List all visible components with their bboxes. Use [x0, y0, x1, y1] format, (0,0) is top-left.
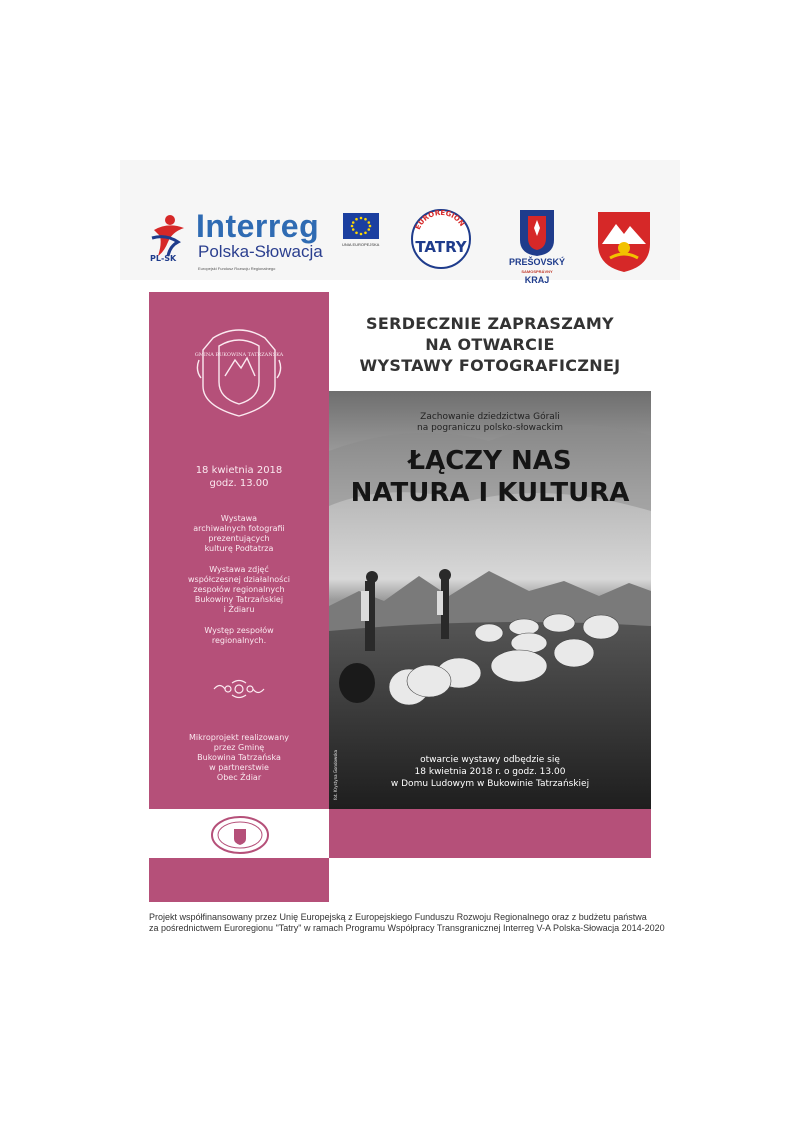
exhibition-title: [329, 445, 651, 509]
eu-flag-icon: [343, 213, 379, 239]
footer-line: za pośrednictwem Euroregionu "Tatry" w ramach Programu Współpracy Transgranicznej Interreg V-A Polska-Słowacja 2014-2020: [149, 923, 665, 933]
eu-stars-icon: [343, 213, 379, 239]
photo-credit: fot. Krystyna Gondowska: [333, 750, 338, 800]
presov-name: PREŠOVSKÝ: [508, 257, 566, 267]
event-date: 18 kwietnia 2018: [195, 465, 283, 476]
opening-info: [329, 754, 651, 790]
left-line: Obec Ždiar: [216, 773, 262, 782]
left-line: regionalnych.: [211, 636, 267, 645]
heading-line: SERDECZNIE ZAPRASZAMY: [366, 314, 614, 333]
gmina-seal-icon: [210, 815, 270, 855]
left-item-performance: [149, 626, 329, 646]
heading-line: NA OTWARCIE: [425, 335, 555, 354]
left-line: prezentujących: [208, 534, 270, 543]
presov-small-label: SAMOSPRÁVNY: [521, 269, 553, 274]
pl-sk-label: PL-SK: [150, 254, 177, 263]
footer-line: Projekt współfinansowany przez Unię Europejską z Europejskiego Funduszu Rozwoju Regionalnego oraz z budżetu państwa: [149, 912, 647, 922]
left-line: i Ždiaru: [223, 605, 255, 614]
exhibition-title-line: ŁĄCZY NAS: [408, 446, 572, 476]
left-line: w partnerstwie: [209, 763, 269, 772]
left-line: Wystawa: [220, 514, 258, 523]
left-line: Występ zespołów: [204, 626, 274, 635]
bottom-right-pink-band: [329, 809, 651, 858]
photo-subtitle-line: na pograniczu polsko-słowackim: [417, 423, 563, 433]
left-line: Mikroprojekt realizowany: [188, 733, 290, 742]
euroregion-tatry-logo: [410, 208, 472, 270]
opening-info-line: otwarcie wystawy odbędzie się: [420, 755, 560, 765]
event-time: godz. 13.00: [209, 478, 269, 489]
interreg-fund-label: Europejski Fundusz Rozwoju Regionalnego: [198, 266, 276, 271]
heading-line: WYSTAWY FOTOGRAFICZNEJ: [359, 356, 621, 375]
floral-ornament-icon: [210, 678, 268, 700]
left-line: przez Gminę: [213, 743, 265, 752]
exhibition-title-line: NATURA I KULTURA: [350, 478, 630, 508]
left-line: kulturę Podtatrza: [204, 544, 274, 553]
left-line: Wystawa zdjęć: [209, 565, 269, 574]
opening-info-line: w Domu Ludowym w Bukowinie Tatrzańskiej: [390, 779, 590, 789]
left-date-block: [149, 464, 329, 490]
interreg-logo-subtitle: Polska-Słowacja: [198, 242, 323, 261]
left-line: archiwalnych fotografii: [193, 524, 285, 533]
photo-subtitle-line: Zachowanie dziedzictwa Górali: [420, 412, 560, 422]
left-item-photo-exhibition: [149, 565, 329, 615]
interreg-logo-title: Interreg: [196, 208, 320, 244]
opening-info-line: 18 kwietnia 2018 r. o godz. 13.00: [414, 767, 566, 777]
left-line: współczesnej działalności: [188, 575, 290, 584]
left-line: zespołów regionalnych: [193, 585, 285, 594]
left-line: Bukowiny Tatrzańskiej: [194, 595, 284, 604]
gmina-coat-of-arms: [596, 210, 652, 274]
left-line: Bukowina Tatrzańska: [197, 753, 281, 762]
euroregion-main-text: TATRY: [415, 238, 467, 256]
presov-region-label: [505, 258, 569, 285]
left-item-microproject: [149, 733, 329, 783]
euroregion-arc-text: EUROREGION: [413, 208, 467, 231]
photo-subtitle: [329, 412, 651, 434]
gmina-crest-outline-icon: [193, 320, 285, 420]
gmina-crest-text: GMINA BUKOWINA TATRZAŃSKA: [194, 352, 284, 358]
presov-region-crest: [518, 208, 556, 258]
funding-footer: [149, 912, 669, 934]
bottom-left-pink-band: [149, 858, 329, 902]
invitation-heading: [329, 313, 651, 376]
eu-label: UNIA EUROPEJSKA: [342, 242, 380, 247]
left-item-archive-exhibition: [149, 514, 329, 554]
presov-kraj: KRAJ: [524, 275, 550, 285]
